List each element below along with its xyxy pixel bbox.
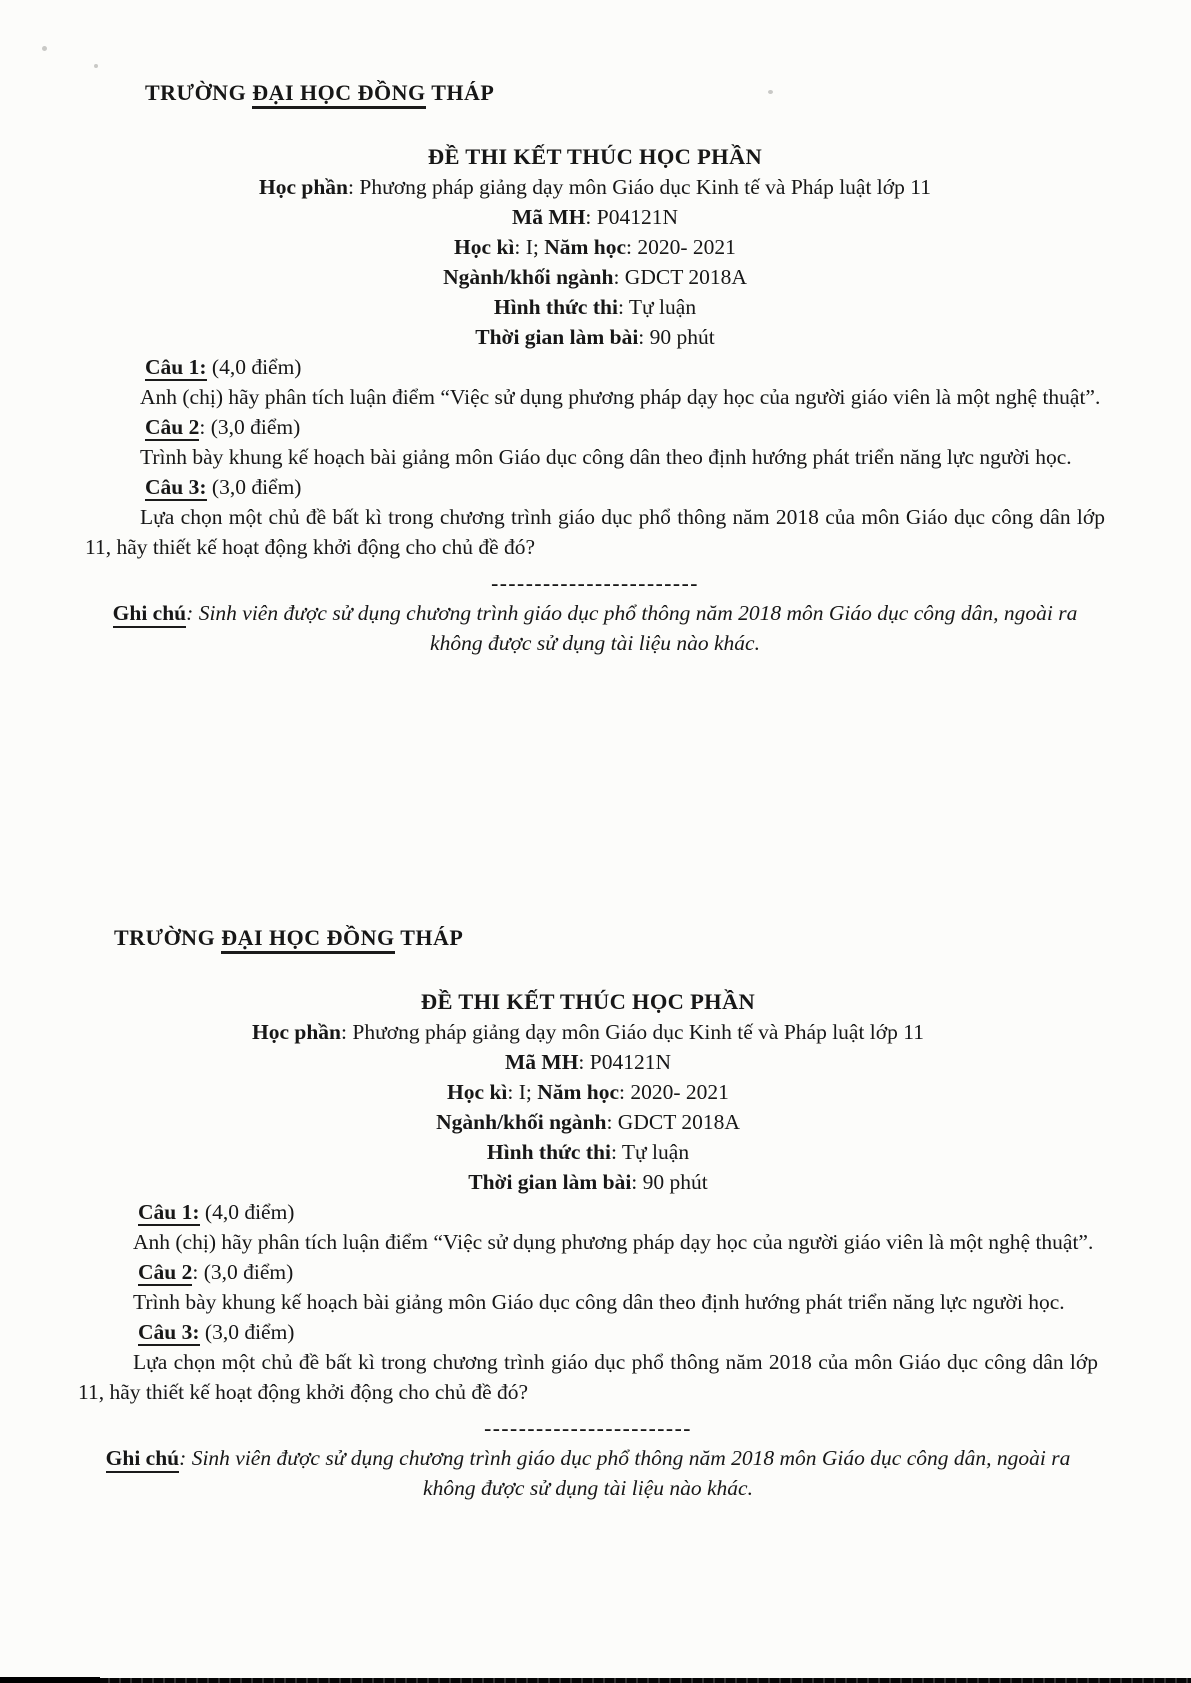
note-body: Sinh viên được sử dụng chương trình giáo dục phổ thông năm 2018 môn Giáo dục công dân, ngoài ra không được sử dụng tài liệu nào khác. [198,601,1078,655]
question-2-body: Trình bày khung kế hoạch bài giảng môn Giáo dục công dân theo định hướng phát triển năng lực người học. [133,1290,1065,1314]
question-2 [78,1257,1098,1317]
exam-note [78,1443,1098,1503]
question-2-body: Trình bày khung kế hoạch bài giảng môn Giáo dục công dân theo định hướng phát triển năng lực người học. [140,445,1072,469]
question-1-heading [138,1197,1098,1227]
question-1 [78,1197,1098,1257]
exam-title: ĐỀ THI KẾT THÚC HỌC PHẦN [427,144,763,169]
question-2-heading [145,412,1105,442]
meta-hinh-thuc-thi: Hình thức thi: Tự luận [486,1140,690,1164]
scan-speck [42,46,47,51]
meta-ma-mh: Mã MH: P04121N [504,1050,672,1074]
note-body: Sinh viên được sử dụng chương trình giáo dục phổ thông năm 2018 môn Giáo dục công dân, ngoài ra không được sử dụng tài liệu nào khác. [191,1446,1071,1500]
question-2-number: Câu 2 [138,1260,193,1284]
note-colon: : [179,1446,192,1470]
question-3-number: Câu 3: [145,475,207,499]
question-3 [85,472,1105,562]
meta-thoi-gian: Thời gian làm bài: 90 phút [475,325,715,349]
question-2-points: : (3,0 điểm) [192,1260,294,1284]
meta-thoi-gian: Thời gian làm bài: 90 phút [468,1170,708,1194]
exam-note [85,598,1105,658]
question-3-body: Lựa chọn một chủ đề bất kì trong chương trình giáo dục phổ thông năm 2018 của môn Giáo dục công dân lớp 11, hãy thiết kế hoạt động khởi động cho chủ đề đó? [78,1350,1098,1404]
meta-hoc-phan: Học phần: Phương pháp giảng dạy môn Giáo dục Kinh tế và Pháp luật lớp 11 [252,1020,924,1044]
dashed-separator: ------------------------ [491,571,699,595]
note-label: Ghi chú [113,601,187,628]
question-1 [85,352,1105,412]
question-3-heading [145,472,1105,502]
question-2-number: Câu 2 [145,415,200,439]
question-3-number: Câu 3: [138,1320,200,1344]
note-colon: : [186,601,199,625]
exam-header [85,142,1105,352]
scan-speck [94,64,98,68]
scan-speck [768,90,773,94]
question-3-points: (3,0 điểm) [199,1320,295,1344]
question-1-number: Câu 1: [145,355,207,379]
exam-copy-2 [78,923,1098,1503]
meta-hinh-thuc-thi: Hình thức thi: Tự luận [493,295,697,319]
meta-ma-mh: Mã MH: P04121N [511,205,679,229]
exam-title: ĐỀ THI KẾT THÚC HỌC PHẦN [420,989,756,1014]
question-3 [78,1317,1098,1407]
question-1-heading [145,352,1105,382]
school-name: TRƯỜNG ĐẠI HỌC ĐỒNG THÁP [145,78,1105,108]
school-name: TRƯỜNG ĐẠI HỌC ĐỒNG THÁP [114,923,1098,953]
question-1-points: (4,0 điểm) [206,355,302,379]
exam-header [78,987,1098,1197]
question-3-points: (3,0 điểm) [206,475,302,499]
question-1-number: Câu 1: [138,1200,200,1224]
dashed-separator: ------------------------ [484,1416,692,1440]
scan-edge-artifact [0,1678,1191,1683]
meta-hoc-phan: Học phần: Phương pháp giảng dạy môn Giáo dục Kinh tế và Pháp luật lớp 11 [259,175,931,199]
question-1-points: (4,0 điểm) [199,1200,295,1224]
question-1-body: Anh (chị) hãy phân tích luận điểm “Việc sử dụng phương pháp dạy học của người giáo viên là một nghệ thuật”. [133,1230,1094,1254]
meta-hoc-ki-nam-hoc: Học kì: I; Năm học: 2020- 2021 [454,235,736,259]
question-2-heading [138,1257,1098,1287]
note-label: Ghi chú [106,1446,180,1473]
meta-hoc-ki-nam-hoc: Học kì: I; Năm học: 2020- 2021 [447,1080,729,1104]
question-3-heading [138,1317,1098,1347]
question-3-body: Lựa chọn một chủ đề bất kì trong chương trình giáo dục phổ thông năm 2018 của môn Giáo dục công dân lớp 11, hãy thiết kế hoạt động khởi động cho chủ đề đó? [85,505,1105,559]
meta-nganh: Ngành/khối ngành: GDCT 2018A [443,265,747,289]
question-2 [85,412,1105,472]
exam-copy-1 [85,78,1105,658]
question-2-points: : (3,0 điểm) [199,415,301,439]
school-name-underline: ĐẠI HỌC ĐỒNG [252,80,425,109]
school-name-underline: ĐẠI HỌC ĐỒNG [221,925,394,954]
meta-nganh: Ngành/khối ngành: GDCT 2018A [436,1110,740,1134]
question-1-body: Anh (chị) hãy phân tích luận điểm “Việc sử dụng phương pháp dạy học của người giáo viên là một nghệ thuật”. [140,385,1101,409]
